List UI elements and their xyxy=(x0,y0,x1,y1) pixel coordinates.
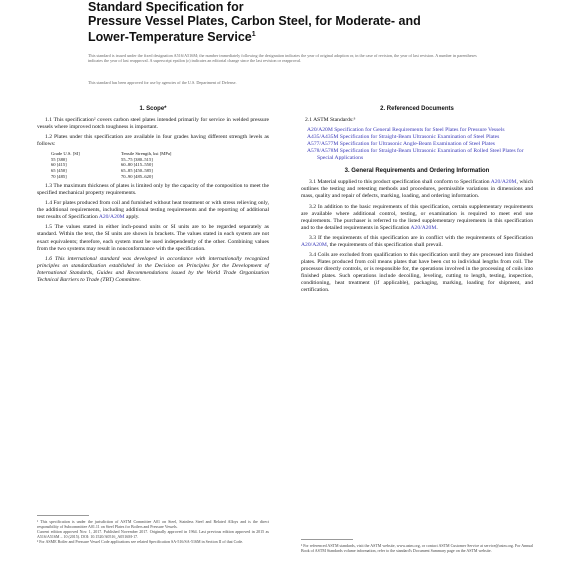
ref-title-a578[interactable]: Specification for Straight-Beam Ultrasonic Examination of Rolled Steel Plates for Special Applications xyxy=(317,148,524,162)
scope-para-1-1: 1.1 This specification² covers carbon steel plates intended primarily for service in welded pressure vessels where improved notch toughness is important. xyxy=(37,117,269,131)
spec-link-a20[interactable]: A20/A20M xyxy=(98,214,125,221)
footnote-divider-left xyxy=(37,515,89,516)
tensile-cell: 55–75 [380–515] xyxy=(121,156,153,162)
general-para-3-3-text-b: , the requirements of this specification shall prevail. xyxy=(326,241,443,248)
grade-cell: 55 [380] xyxy=(51,156,67,162)
tensile-cell: 70–90 [485–620] xyxy=(121,173,153,179)
grade-cell: 60 [415] xyxy=(51,162,67,168)
ref-link-a578[interactable]: A578/A578M xyxy=(307,148,339,155)
scope-para-1-2: 1.2 Plates under this specification are available in four grades having different strength levels as follows: xyxy=(37,134,269,148)
title-line-2: Pressure Vessel Plates, Carbon Steel, for Moderate- and xyxy=(88,14,421,28)
title-footnote-mark: 1 xyxy=(251,31,256,38)
ref-link-a435[interactable]: A435/A435M xyxy=(307,134,339,141)
grade-cell: 65 [450] xyxy=(51,168,67,174)
spec-link-a20[interactable]: A20/A20M xyxy=(410,224,437,231)
scope-para-1-3: 1.3 The maximum thickness of plates is limited only by the capacity of the composition to meet the specified mechanical property requirements. xyxy=(37,183,269,197)
scope-para-1-4-text-a: 1.4 For plates produced from coil and furnished without heat treatment or with stress relieving only, the additional requirements, including additional testing requirements and the reporting of additional test results of Specification xyxy=(37,200,269,221)
general-para-3-1 xyxy=(301,179,533,200)
footnote-2: ² For ASME Boiler and Pressure Vessel Code applications see related Specification SA-516/SA-516M in Section II of that Code. xyxy=(37,539,244,544)
scope-para-1-4-text-b: apply. xyxy=(124,214,140,221)
ref-link-a20[interactable]: A20/A20M xyxy=(307,127,333,134)
dod-notice: This standard has been approved for use by agencies of the U.S. Department of Defense. xyxy=(88,80,237,85)
grades-header-grade: Grade U.S. [SI] xyxy=(51,151,80,157)
title-line-3-text: Lower-Temperature Service xyxy=(88,30,252,45)
general-para-3-3-text-a: 3.3 If the requirements of this specification are in conflict with the requirements of Specification xyxy=(309,234,533,241)
general-para-3-3 xyxy=(301,235,533,249)
grade-cell: 70 [485] xyxy=(51,173,67,179)
footnote-1: ¹ This specification is under the jurisdiction of ASTM Committee A01 on Steel, Stainless Steel and Related Alloys and is the direct responsibility of Subcommittee A01.11 on Steel Plates for Boilers and Pressure Vessels. xyxy=(37,519,269,529)
grades-row xyxy=(51,174,269,180)
tensile-cell: 60–80 [415–550] xyxy=(121,162,153,168)
section-refdocs-heading: 2. Referenced Documents xyxy=(380,106,454,112)
document-title xyxy=(88,0,528,44)
grades-table xyxy=(51,151,269,179)
general-para-3-2-text-a: 3.2 In addition to the basic requirements of this specification, certain supplementary requirements are available where additional control, testing, or examination is required to meet end use requirements. The purchaser is referred to the listed supplementary requirements in this specification and to the detailed requirements in Specification xyxy=(301,203,533,231)
scope-para-1-6: 1.6 This international standard was developed in accordance with internationally recognized principles on standardization established in the Decision on Principles for the Development of International Standards, Guides and Recommendations issued by the World Trade Organization Technical Barriers to Trade (TBT) Committee. xyxy=(37,255,269,283)
ref-link-a577[interactable]: A577/A577M xyxy=(307,141,339,148)
tensile-cell: 65–85 [450–585] xyxy=(121,168,153,174)
left-column xyxy=(37,106,269,287)
refdocs-para-2-1: 2.1 ASTM Standards:³ xyxy=(305,117,356,124)
reference-list xyxy=(307,127,533,162)
general-para-3-1-text-a: 3.1 Material supplied to this product specification shall conform to Specification xyxy=(309,179,491,186)
ref-title-a435[interactable]: Specification for Straight-Beam Ultrasonic Examination of Steel Plates xyxy=(338,134,500,141)
scope-para-1-4 xyxy=(37,200,269,221)
section-scope-heading: 1. Scope* xyxy=(139,106,167,112)
footnotes-left xyxy=(37,519,269,544)
designation-notice: This standard is issued under the fixed designation A516/A516M; the number immediately following the designation indicates the year of original adoption or, in the case of revision, the year of last revision. A number in parentheses indicates the year of last reapproval. A superscript epsilon (ε) indicates an editorial change since the last revision or reapproval. xyxy=(88,53,477,64)
general-para-3-1-text-b: , which outlines the testing and retesting methods and procedures, permissible variations in dimensions and mass, quality and repair of defects, marking, loading, and ordering information. xyxy=(301,179,533,200)
general-para-3-2 xyxy=(301,204,533,232)
title-line-3 xyxy=(88,28,528,44)
footnotes-right xyxy=(301,543,533,553)
spec-link-a20[interactable]: A20/A20M xyxy=(301,241,327,248)
general-para-3-4: 3.4 Coils are excluded from qualification to this specification until they are processed into finished plates. Plates produced from coil means plates that have been cut to individual lengths from coil. The processor directly controls, or is responsible for, the operations involved in the processing of coils into finished plates. Such operations include decoiling, leveling, cutting to length, testing, inspection, conditioning, heat treatment (if applicable), packaging, marking, loading for shipment, and certification. xyxy=(301,251,533,294)
grades-header-tensile: Tensile Strength, ksi [MPa] xyxy=(121,151,172,157)
section-general-heading: 3. General Requirements and Ordering Information xyxy=(344,168,490,175)
general-para-3-2-text-b: . xyxy=(436,224,438,231)
spec-link-a20[interactable]: A20/A20M xyxy=(490,179,517,186)
right-column xyxy=(301,106,533,297)
ref-title-a20[interactable]: Specification for General Requirements for Steel Plates for Pressure Vessels xyxy=(332,127,505,134)
footnote-divider-right xyxy=(301,539,353,540)
scope-para-1-5: 1.5 The values stated in either inch-pound units or SI units are to be regarded separately as standard. Within the text, the SI units are shown in brackets. The values stated in each system are not exact equivalents; therefore, each system must be used independently of the other. Combining values from the two systems may result in nonconformance with the specification. xyxy=(37,224,269,252)
footnote-1-edition: Current edition approved Nov. 1, 2017. Published November 2017. Originally approved in 1964. Last previous edition approved in 2015 as A516/A516M – 10 (2015). DOI: 10.1520/A0516_A0516M-17. xyxy=(37,529,269,539)
footnote-3: ³ For referenced ASTM standards, visit the ASTM website, www.astm.org, or contact ASTM Customer Service at service@astm.org. For Annual Book of ASTM Standards volume information, refer to the standard's Document Summary page on the ASTM website. xyxy=(301,543,533,553)
title-line-1: Standard Specification for xyxy=(88,0,244,14)
ref-title-a577[interactable]: Specification for Ultrasonic Angle-Beam Examination of Steel Plates xyxy=(338,141,495,148)
reference-item xyxy=(307,148,533,162)
